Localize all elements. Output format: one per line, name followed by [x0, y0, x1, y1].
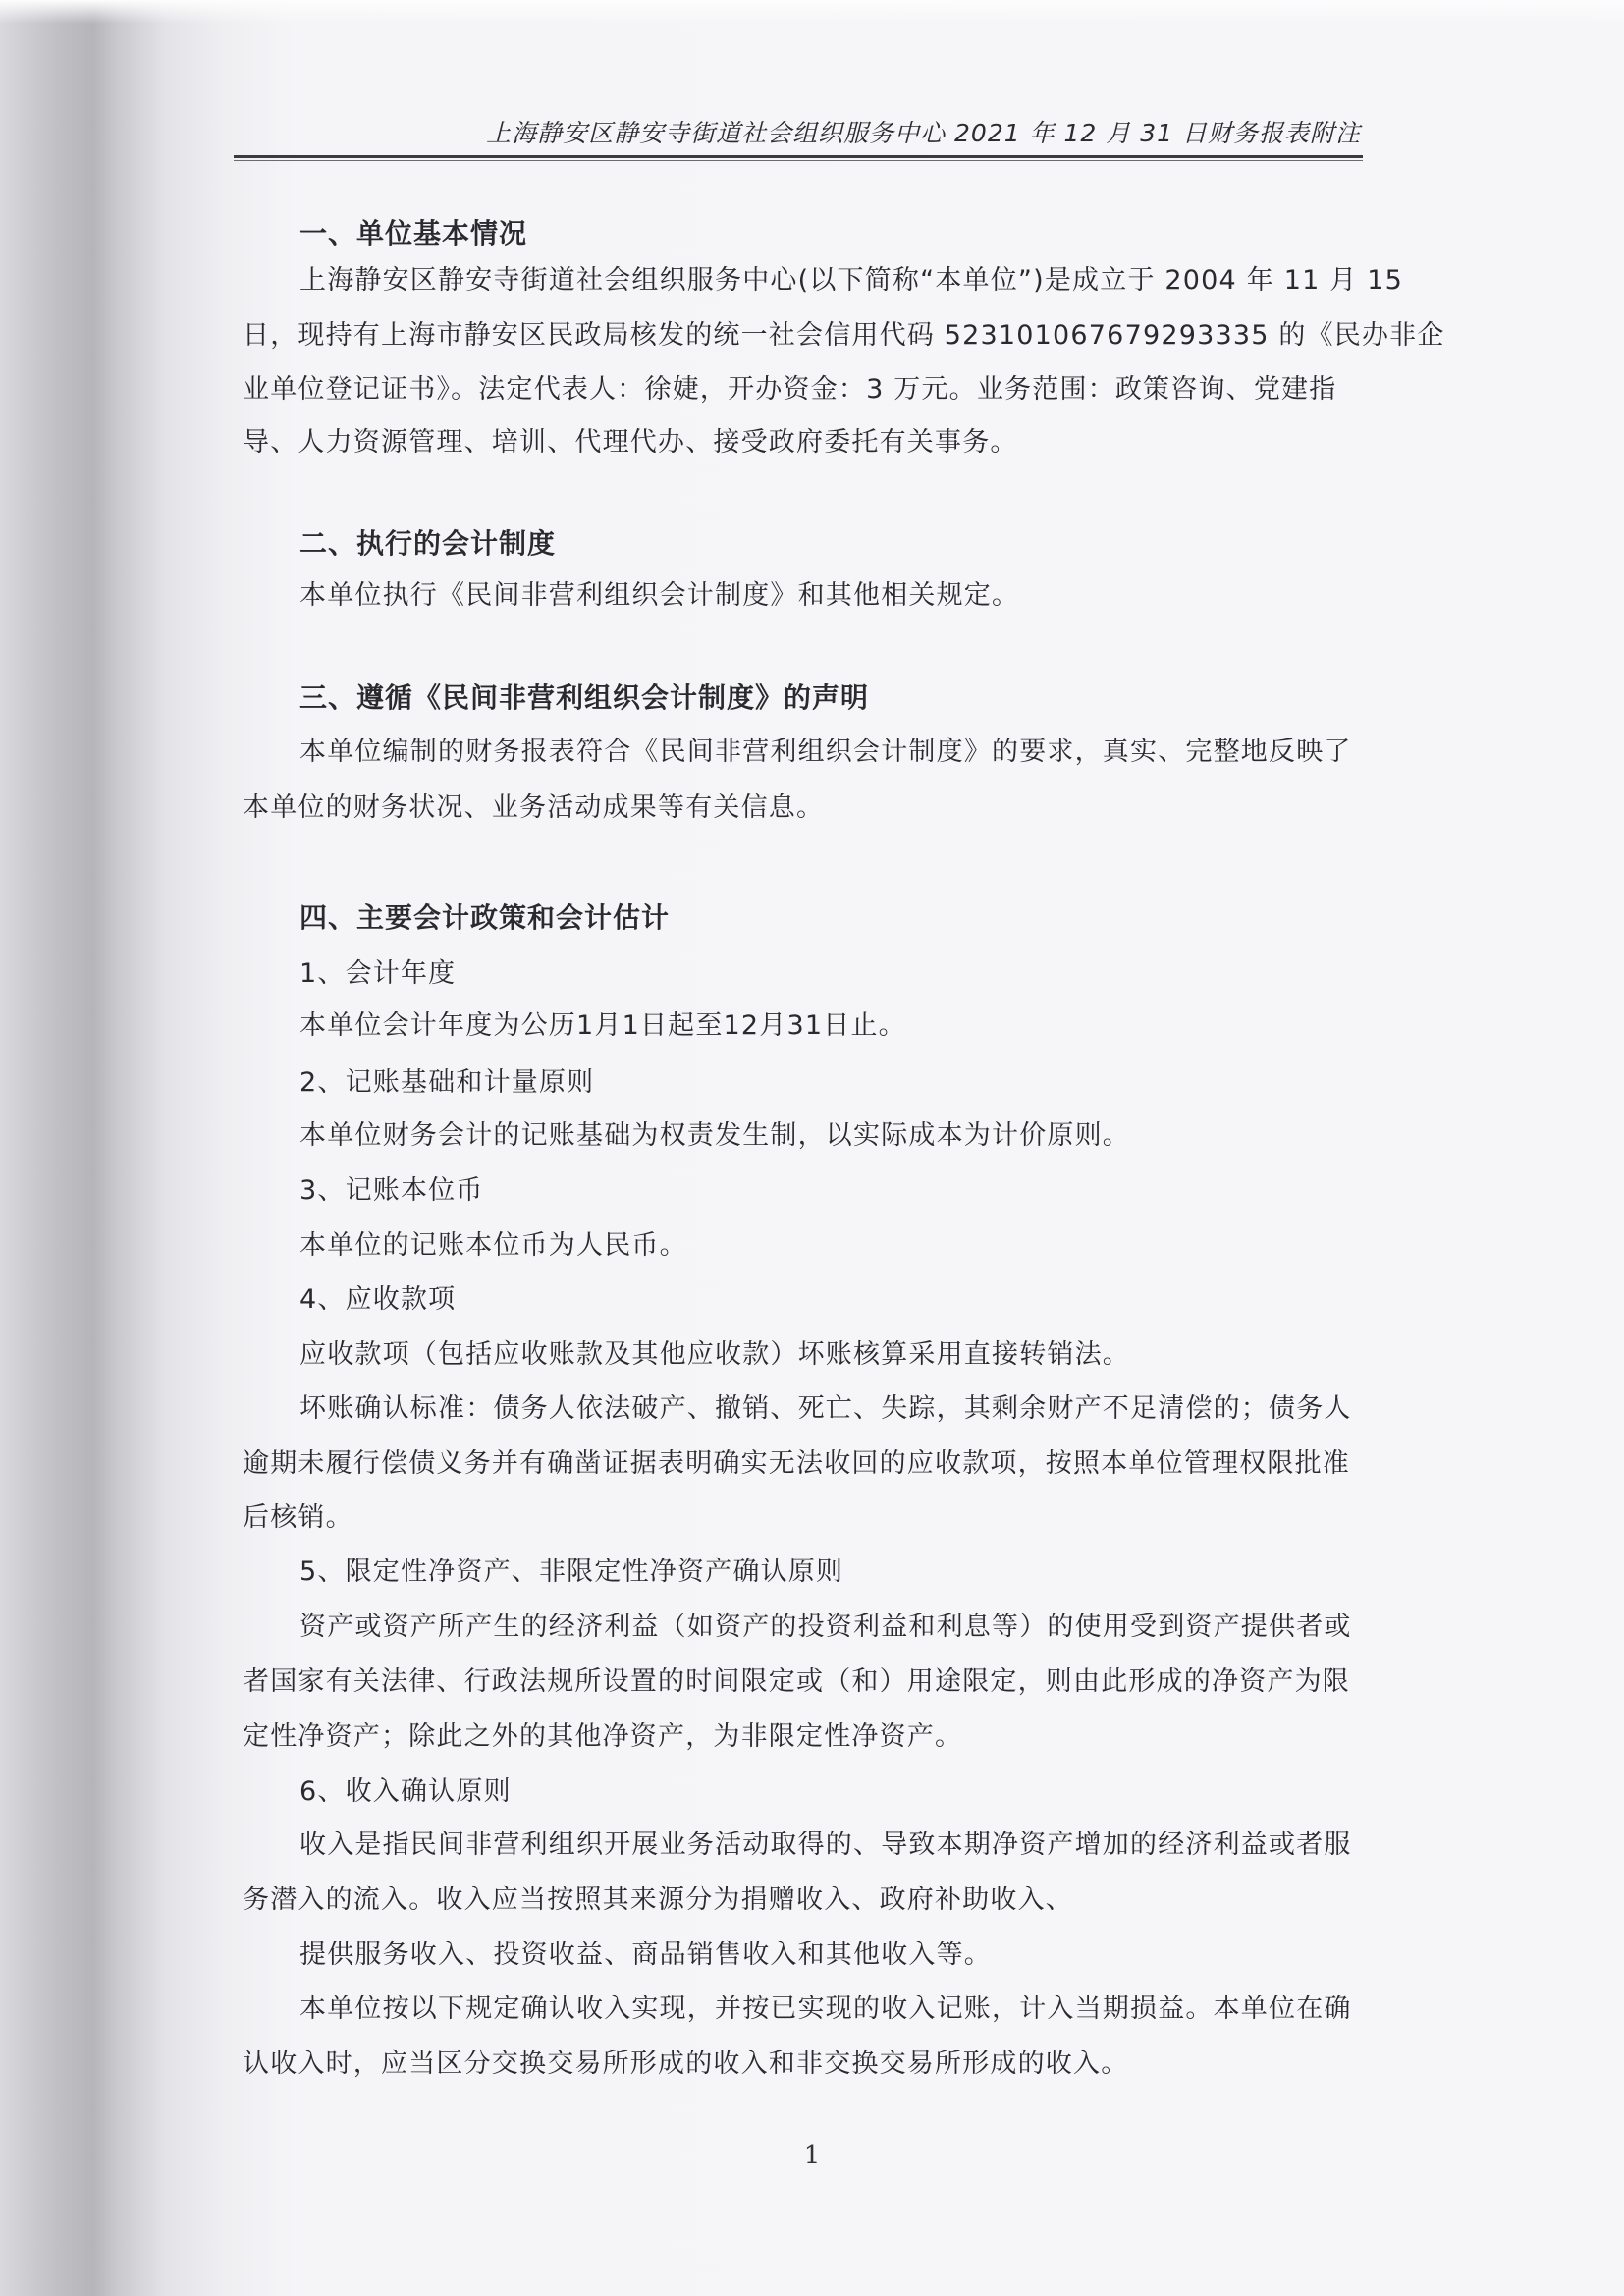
text-line: 坏账确认标准：债务人依法破产、撤销、死亡、失踪，其剩余财产不足清偿的；债务人 — [299, 1394, 1352, 1424]
text-line: 应收款项（包括应收账款及其他应收款）坏账核算采用直接转销法。 — [299, 1339, 1130, 1370]
text-line: 资产或资产所产生的经济利益（如资产的投资利益和利息等）的使用受到资产提供者或 — [299, 1612, 1352, 1642]
subsection-title: 1、会计年度 — [299, 958, 457, 989]
section-heading-1: 一、单位基本情况 — [299, 217, 528, 249]
subsection-title: 6、收入确认原则 — [299, 1777, 512, 1807]
text-line: 本单位编制的财务报表符合《民间非营利组织会计制度》的要求，真实、完整地反映了 — [299, 737, 1352, 767]
subsection-title: 3、记账本位币 — [299, 1175, 484, 1206]
text-line: 后核销。 — [243, 1503, 353, 1533]
section-heading-4: 四、主要会计政策和会计估计 — [299, 902, 671, 934]
page-number: 1 — [803, 2141, 821, 2170]
text-line: 逾期未履行偿债义务并有确凿证据表明确实无法收回的应收款项，按照本单位管理权限批准 — [243, 1449, 1350, 1479]
text-line: 认收入时，应当区分交换交易所形成的收入和非交换交易所形成的收入。 — [243, 2049, 1129, 2079]
text-line: 务潜入的流入。收入应当按照其来源分为捐赠收入、政府补助收入、 — [243, 1885, 1073, 1915]
text-line: 导、人力资源管理、培训、代理代办、接受政府委托有关事务。 — [243, 427, 1018, 458]
top-edge — [0, 0, 1624, 24]
text-line: 收入是指民间非营利组织开展业务活动取得的、导致本期净资产增加的经济利益或者服 — [299, 1830, 1352, 1860]
text-line: 本单位执行《民间非营利组织会计制度》和其他相关规定。 — [299, 580, 1020, 611]
text-line: 本单位的财务状况、业务活动成果等有关信息。 — [243, 793, 825, 823]
section-heading-3: 三、遵循《民间非营利组织会计制度》的声明 — [299, 682, 870, 714]
section-heading-2: 二、执行的会计制度 — [299, 527, 557, 560]
text-line: 本单位财务会计的记账基础为权责发生制，以实际成本为计价原则。 — [299, 1121, 1130, 1151]
text-line: 本单位会计年度为公历1月1日起至12月31日止。 — [299, 1011, 906, 1041]
text-line: 上海静安区静安寺街道社会组织服务中心(以下简称“本单位”)是成立于 2004 年 11 月 15 — [299, 265, 1403, 296]
text-line: 本单位的记账本位币为人民币。 — [299, 1230, 687, 1261]
subsection-title: 2、记账基础和计量原则 — [299, 1067, 595, 1098]
header-rule-thin — [234, 160, 1363, 161]
text-line: 定性净资产；除此之外的其他净资产，为非限定性净资产。 — [243, 1722, 963, 1752]
subsection-title: 5、限定性净资产、非限定性净资产确认原则 — [299, 1557, 844, 1587]
text-line: 业单位登记证书》。法定代表人：徐婕，开办资金：3 万元。业务范围：政策咨询、党建指 — [243, 374, 1337, 405]
text-line: 本单位按以下规定确认收入实现，并按已实现的收入记账，计入当期损益。本单位在确 — [299, 1994, 1352, 2024]
text-line: 提供服务收入、投资收益、商品销售收入和其他收入等。 — [299, 1940, 992, 1970]
header-rule — [234, 155, 1363, 158]
text-line: 日，现持有上海市静安区民政局核发的统一社会信用代码 523101067679293335 的《民办非企 — [243, 320, 1445, 351]
running-header: 上海静安区静安寺街道社会组织服务中心 2021 年 12 月 31 日财务报表附注 — [486, 119, 1361, 147]
subsection-title: 4、应收款项 — [299, 1285, 457, 1315]
text-line: 者国家有关法律、行政法规所设置的时间限定或（和）用途限定，则由此形成的净资产为限 — [243, 1667, 1350, 1697]
